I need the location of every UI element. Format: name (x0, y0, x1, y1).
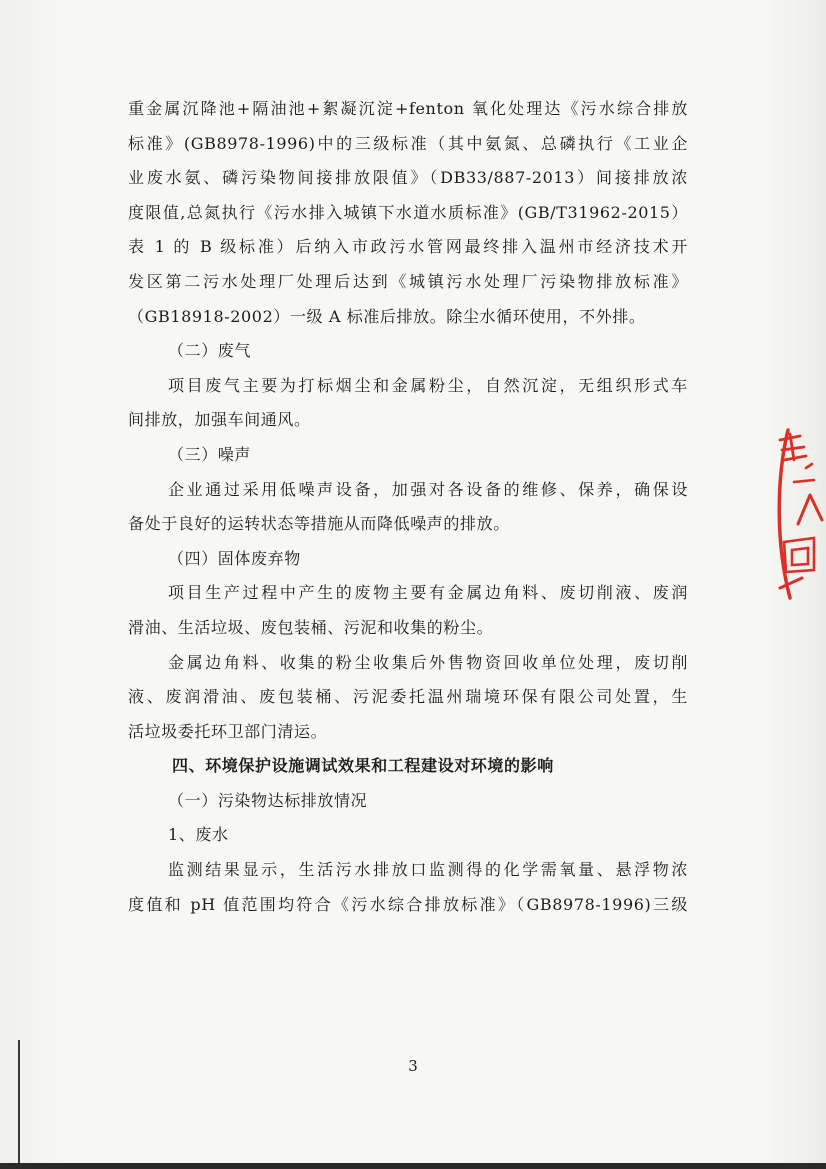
paragraph-line: 活垃圾委托环卫部门清运。 (128, 721, 328, 741)
paragraph-line: 项目生产过程中产生的废物主要有金属边角料、废切削液、废润 (168, 583, 688, 603)
paragraph-line: （GB18918-2002）一级 A 标准后排放。除尘水循环使用，不外排。 (128, 306, 646, 326)
paragraph-line: 度值和 pH 值范围均符合《污水综合排放标准》（GB8978-1996)三级 (128, 894, 688, 914)
subheading-waste-gas: （二）废气 (168, 341, 252, 361)
paragraph-line: 表 1 的 B 级标准）后纳入市政污水管网最终排入温州市经济技术开 (128, 237, 688, 257)
paragraph-line: 度限值,总氮执行《污水排入城镇下水道水质标准》(GB/T31962-2015） (128, 202, 688, 222)
paragraph-line: 企业通过采用低噪声设备，加强对各设备的维修、保养，确保设 (168, 479, 688, 499)
paragraph-line: 标准》(GB8978-1996)中的三级标准（其中氨氮、总磷执行《工业企 (128, 133, 688, 153)
paragraph-line: 间排放，加强车间通风。 (128, 410, 311, 430)
subheading-pollutant-discharge: （一）污染物达标排放情况 (168, 790, 368, 810)
paragraph-line: 滑油、生活垃圾、废包装桶、污泥和收集的粉尘。 (128, 617, 494, 637)
paragraph-line: 备处于良好的运转状态等措施从而降低噪声的排放。 (128, 514, 510, 534)
paragraph-line: 液、废润滑油、废包装桶、污泥委托温州瑞境环保有限公司处置，生 (128, 687, 688, 707)
subheading-wastewater: 1、废水 (168, 825, 229, 845)
scan-edge-left (18, 1040, 20, 1165)
section-heading: 四、环境保护设施调试效果和工程建设对环境的影响 (172, 756, 554, 776)
document-body (128, 92, 688, 922)
subheading-solid-waste: （四）固体废弃物 (168, 548, 301, 568)
red-seal-stamp-icon (770, 420, 826, 605)
paragraph-line: 发区第二污水处理厂处理后达到《城镇污水处理厂污染物排放标准》 (128, 271, 688, 291)
paragraph-line: 金属边角料、收集的粉尘收集后外售物资回收单位处理，废切削 (168, 652, 688, 672)
paragraph-line: 项目废气主要为打标烟尘和金属粉尘，自然沉淀，无组织形式车 (168, 375, 688, 395)
page-number: 3 (408, 1057, 418, 1075)
subheading-noise: （三）噪声 (168, 444, 252, 464)
paragraph-line: 重金属沉降池+隔油池+絮凝沉淀+fenton 氧化处理达《污水综合排放 (128, 99, 688, 118)
paragraph-line: 业废水氨、磷污染物间接排放限值》（DB33/887-2013）间接排放浓 (128, 168, 688, 188)
scan-edge-bottom (0, 1163, 826, 1169)
paragraph-line: 监测结果显示，生活污水排放口监测得的化学需氧量、悬浮物浓 (168, 860, 688, 880)
